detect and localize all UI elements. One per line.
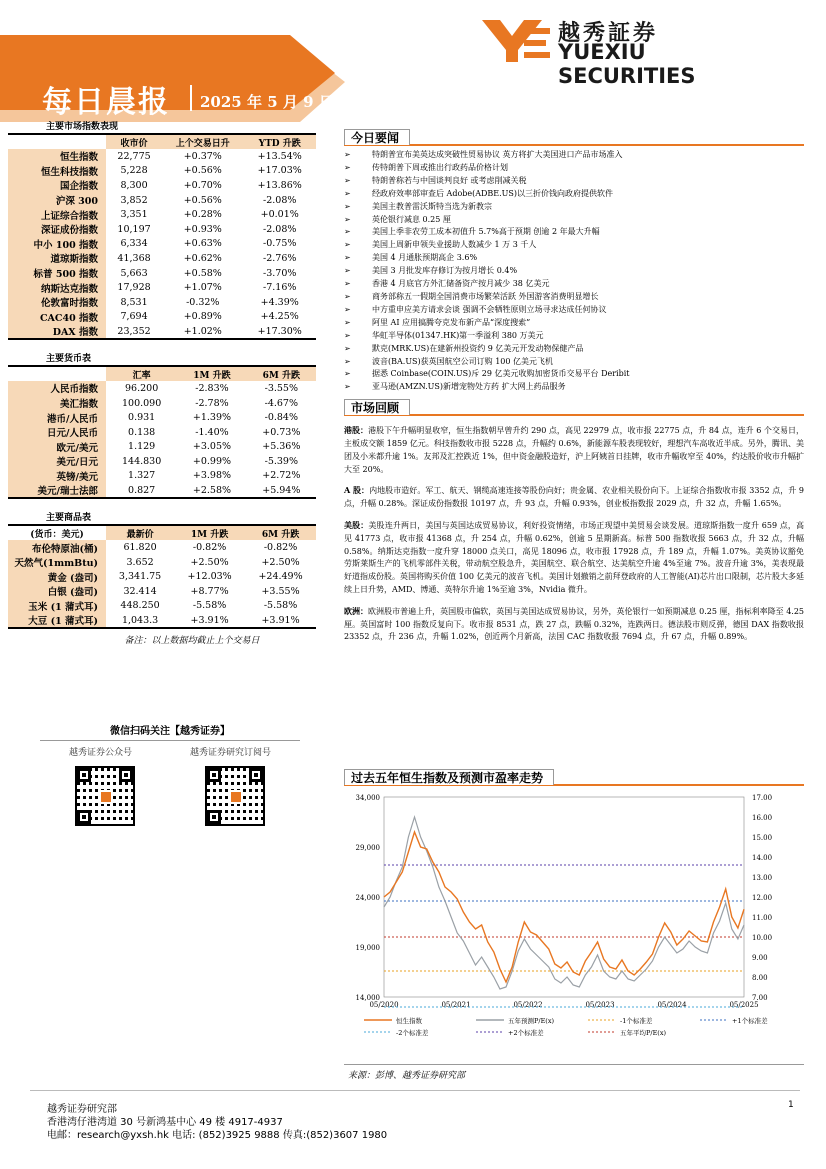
- row-label: 玉米 (1 蒲式耳): [8, 599, 106, 614]
- cell-value: -2.08%: [263, 194, 297, 206]
- y-right-tick: 7.00: [752, 994, 768, 1002]
- market-review-body: [344, 424, 804, 644]
- report-date: 2025 年 5 月 9 日: [200, 93, 334, 111]
- footer-dept: 越秀证券研究部: [47, 1104, 117, 1115]
- cell-value: -2.08%: [263, 223, 297, 235]
- cell-value: +12.03%: [187, 571, 232, 583]
- legend-label: +1个标准差: [732, 1017, 768, 1025]
- cell-value: +0.56%: [183, 194, 222, 206]
- cell-value: +13.86%: [257, 179, 302, 191]
- news-item: ➢ 波音(BA.US)获英国航空公司订购 100 亿美元飞机: [344, 356, 804, 369]
- footer-address: 香港湾仔港湾道 30 号新鸿基中心 49 楼 4917-4937: [47, 1117, 283, 1128]
- cell-value: +0.70%: [183, 179, 222, 191]
- table-row: [8, 149, 316, 164]
- logo-text-en: YUEXIU SECURITIES: [558, 40, 696, 88]
- row-label: 道琼斯指数: [8, 251, 106, 266]
- cell-value: +4.39%: [260, 296, 299, 308]
- table-row: [8, 295, 316, 310]
- left-column: [8, 120, 316, 646]
- row-label: 恒生指数: [8, 149, 106, 164]
- review-paragraph: [344, 605, 804, 644]
- cell-value: 0.931: [128, 412, 156, 424]
- page-title: 每日晨报: [42, 85, 170, 120]
- cell-value: 8,300: [120, 179, 148, 191]
- row-label: 大豆 (1 蒲式耳): [8, 613, 106, 628]
- x-tick: 05/2020: [369, 1001, 399, 1009]
- row-label: 港币/人民币: [8, 410, 106, 425]
- header-cell: YTD 升跌: [243, 135, 316, 149]
- news-item: ➢ 中方重申应美方请求会谈 强调不会牺牲原则立场寻求达成任何协议: [344, 304, 804, 317]
- cell-value: 3.652: [126, 556, 154, 568]
- cell-value: +17.03%: [257, 165, 302, 177]
- y-left-tick: 24,000: [355, 894, 380, 902]
- table-row: [8, 310, 316, 325]
- right-column: [344, 130, 804, 652]
- y-left-tick: 19,000: [355, 944, 380, 952]
- footer-rule: [30, 1090, 800, 1091]
- y-right-tick: 9.00: [752, 954, 768, 962]
- table-row: [8, 222, 316, 237]
- cell-value: +3.05%: [192, 441, 232, 453]
- cell-value: +1.07%: [183, 282, 222, 294]
- cell-value: +8.77%: [190, 585, 229, 597]
- chart-source: 来源：彭博、越秀证券研究部: [344, 1064, 804, 1081]
- table-row: [8, 584, 316, 599]
- legend-label: 五年预测P/E(x): [508, 1017, 555, 1025]
- cell-value: 5,228: [120, 165, 148, 177]
- y-right-tick: 10.00: [752, 934, 773, 942]
- y-right-tick: 17.00: [752, 794, 773, 802]
- cell-value: 0.827: [106, 483, 177, 498]
- row-label: 白银 (盎司): [8, 584, 106, 599]
- row-label: 英镑/美元: [8, 469, 106, 484]
- table-row: [8, 555, 316, 570]
- x-tick: 05/2021: [441, 1001, 471, 1009]
- fx-table: [8, 367, 316, 499]
- row-label: 纳斯达克指数: [8, 280, 106, 295]
- header-banner: [0, 27, 345, 122]
- cell-value: 6,334: [120, 238, 148, 250]
- news-item: ➢ 华虹半导体(01347.HK)第一季溢利 380 万美元: [344, 330, 804, 343]
- review-label: 欧洲：: [344, 605, 369, 616]
- table-row: [8, 280, 316, 295]
- cell-value: 1.327: [128, 470, 156, 482]
- cell-value: 7,694: [120, 311, 148, 323]
- title-divider: [190, 85, 192, 111]
- legend-label: -2个标准差: [396, 1029, 429, 1037]
- chart-header: 过去五年恒生指数及预测市盈率走势: [344, 770, 804, 786]
- wechat-label-official: 越秀证券公众号: [68, 748, 132, 758]
- cell-value: +0.28%: [183, 209, 222, 221]
- cell-value: +13.54%: [257, 150, 302, 162]
- review-text: 港股下午升幅明显收窄，恒生指数朝早曾升约 290 点，高见 22979 点，收市报 22775 点，升 84 点，连升 6 个交易日，主板成交额 1859 亿元。科技指数收市报 5228 点，升幅约 0.6%，新能源车股表现较好，理想汽车高收近半成。另外，腾讯、美团及小米都升逾 1%。友邦及汇控跌近 1%，但中资金融股造好，沪上阿姨首日挂牌，收市升幅收窄至 40%，约达股价收市升幅扩大至 20%。: [344, 426, 805, 474]
- cell-value: +5.94%: [247, 483, 316, 498]
- cell-value: -2.76%: [263, 252, 297, 264]
- table-row: [8, 178, 316, 193]
- cell-value: 0.138: [128, 426, 156, 438]
- header-cell: 汇率: [106, 367, 177, 381]
- row-label: 欧元/美元: [8, 440, 106, 455]
- cell-value: +3.98%: [192, 470, 232, 482]
- cell-value: 100.090: [121, 397, 162, 409]
- cell-value: 5,663: [120, 267, 148, 279]
- cell-value: -3.70%: [263, 267, 297, 279]
- commodity-table: [8, 526, 316, 629]
- wechat-label-research: 越秀证券研究订阅号: [189, 748, 271, 758]
- table-row: [8, 193, 316, 208]
- cell-value: +2.72%: [262, 470, 301, 482]
- footer-contact: 电邮：research@yxsh.hk 电话: (852)3925 9888 传真:(852)3607 1980: [47, 1130, 388, 1141]
- cell-value: -5.58%: [263, 600, 298, 612]
- row-label: 美汇指数: [8, 396, 106, 411]
- header-cell: 最新价: [106, 526, 174, 540]
- review-text: 欧洲股市普遍上升，英国股市偏软，英国与美国达成贸易协议，另外，英伦银行一如预期减息 0.25 厘，指标利率降至 4.25 厘。英国富时 100 指数反复向下。收市报 8531 点，跌 27 点，跌幅 0.32%，连跌两日。德法股市则反弹，德国 DAX 指数收报 23352 点，升 236 点，升幅 1.02%，创近两个月新高，法国 CAC 指数收报 7694 点，升 67 点，升幅 0.89%。: [344, 606, 805, 642]
- row-label: 标普 500 指数: [8, 266, 106, 281]
- news-item: ➢ 据悉 Coinbase(COIN.US)斥 29 亿美元收购加密货币交易平台 Deribit: [344, 368, 804, 381]
- row-label: 日元/人民币: [8, 425, 106, 440]
- cell-value: +1.02%: [162, 324, 243, 339]
- fx-section-title: 主要货币表: [8, 352, 316, 367]
- cell-value: +0.89%: [183, 311, 222, 323]
- cell-value: +2.50%: [261, 556, 300, 568]
- header-cell: 上个交易日升: [162, 135, 243, 149]
- cell-value: -2.83%: [195, 382, 229, 394]
- hsi-series-line: [384, 832, 744, 982]
- yuexiu-logo-icon: [478, 14, 554, 64]
- cell-value: 32.414: [123, 585, 157, 597]
- cell-value: 61.820: [123, 542, 157, 554]
- cell-value: +4.25%: [260, 311, 299, 323]
- cell-value: +0.56%: [183, 165, 222, 177]
- logo-text-cn: 越秀証券: [558, 21, 659, 46]
- cell-value: 23,352: [106, 324, 162, 339]
- header-cell: 6M 升跌: [245, 526, 316, 540]
- row-label: 布伦特原油(桶): [8, 540, 106, 555]
- review-label: 美股：: [344, 520, 369, 530]
- commodity-section-title: 主要商品表: [8, 511, 316, 526]
- news-item: ➢ 美国上季非农劳工成本初值升 5.7%高于预期 创逾 2 年最大升幅: [344, 226, 804, 239]
- row-label: 国企指数: [8, 178, 106, 193]
- news-list: [344, 149, 804, 394]
- cell-value: 8,531: [120, 296, 148, 308]
- cell-value: +5.36%: [262, 441, 301, 453]
- news-item: ➢ 经政府效率部审查后 Adobe(ADBE.US)以三折价钱向政府提供软件: [344, 188, 804, 201]
- cell-value: -0.75%: [263, 238, 297, 250]
- table-row: [8, 266, 316, 281]
- review-paragraph: [344, 484, 804, 511]
- cell-value: +1.39%: [192, 412, 232, 424]
- cell-value: +2.58%: [177, 483, 246, 498]
- row-label: 沪深 300: [8, 193, 106, 208]
- header-cell: [8, 367, 106, 381]
- review-paragraph: [344, 424, 804, 476]
- table-row: [8, 381, 316, 396]
- y-right-tick: 16.00: [752, 814, 773, 822]
- hsi-pe-chart: [344, 789, 804, 1061]
- cell-value: +3.91%: [174, 613, 245, 628]
- market-review-header: 市场回顾: [344, 400, 804, 416]
- cell-value: +0.62%: [183, 252, 222, 264]
- wechat-title: 微信扫码关注【越秀证券】: [40, 722, 300, 741]
- legend-label: 恒生指数: [396, 1017, 422, 1025]
- company-logo: [478, 14, 788, 88]
- cell-value: -0.84%: [264, 412, 298, 424]
- cell-value: -7.16%: [263, 282, 297, 294]
- table-row: [8, 164, 316, 179]
- row-label: 中小 100 指数: [8, 237, 106, 252]
- cell-value: +3.91%: [245, 613, 316, 628]
- legend-label: -1个标准差: [620, 1017, 653, 1025]
- cell-value: 96.200: [125, 382, 159, 394]
- cell-value: +0.99%: [192, 455, 232, 467]
- table-row: [8, 207, 316, 222]
- table-row: [8, 569, 316, 584]
- news-item: ➢ 特朗普宣布美英达成突破性贸易协议 英方将扩大美国进口产品市场准入: [344, 149, 804, 162]
- plot-frame: [384, 797, 744, 997]
- y-right-tick: 13.00: [752, 874, 773, 882]
- news-item: ➢ 商务部称五一假期全国消费市场繁荣活跃 外国游客消费明显增长: [344, 291, 804, 304]
- news-item: ➢ 默克(MRK.US)在建新州投资约 9 亿美元开发动物保健产品: [344, 343, 804, 356]
- today-news-header: 今日要闻: [344, 130, 804, 146]
- cell-value: +17.30%: [243, 324, 316, 339]
- footer: [47, 1103, 387, 1142]
- y-right-tick: 14.00: [752, 854, 773, 862]
- table-row: [8, 251, 316, 266]
- cell-value: 3,341.75: [118, 571, 162, 583]
- news-item: ➢ 亚马逊(AMZN.US)新增宠物处方药 扩大网上药品服务: [344, 381, 804, 394]
- table-row: [8, 454, 316, 469]
- cell-value: 17,928: [117, 282, 151, 294]
- table-row: [8, 324, 316, 339]
- header-cell: [8, 135, 106, 149]
- cell-value: 3,351: [120, 209, 148, 221]
- table-row: [8, 483, 316, 498]
- news-item: ➢ 美国 3 月批发库存修订为按月增长 0.4%: [344, 265, 804, 278]
- y-right-tick: 12.00: [752, 894, 773, 902]
- cell-value: +0.93%: [183, 223, 222, 235]
- news-item: ➢ 英伦银行减息 0.25 厘: [344, 214, 804, 227]
- row-label: DAX 指数: [8, 324, 106, 339]
- cell-value: +0.73%: [262, 426, 301, 438]
- cell-value: +24.49%: [258, 571, 303, 583]
- row-label: 恒生科技指数: [8, 164, 106, 179]
- news-item: ➢ 美国主教普雷沃斯特当选为新教宗: [344, 201, 804, 214]
- x-tick: 05/2025: [729, 1001, 759, 1009]
- cell-value: -1.40%: [195, 426, 229, 438]
- news-item: ➢ 传特朗普下周或推出行政药品价格计划: [344, 162, 804, 175]
- row-label: 上证综合指数: [8, 207, 106, 222]
- cell-value: -5.39%: [264, 455, 298, 467]
- cell-value: +0.37%: [183, 150, 222, 162]
- legend-label: +2个标准差: [508, 1029, 544, 1037]
- cell-value: -0.82%: [192, 542, 227, 554]
- y-right-tick: 8.00: [752, 974, 768, 982]
- news-item: ➢ 特朗普称若与中国谈判良好 或考虑削减关税: [344, 175, 804, 188]
- table-row: [8, 440, 316, 455]
- header-cell: 收市价: [106, 135, 162, 149]
- row-label: 人民币指数: [8, 381, 106, 396]
- index-section-title: 主要市场指数表现: [8, 120, 316, 135]
- header-cell: 1M 升跌: [174, 526, 245, 540]
- review-label: A 股：: [344, 485, 370, 496]
- cell-value: +0.63%: [183, 238, 222, 250]
- y-left-tick: 34,000: [355, 794, 380, 802]
- header-cell: (货币：美元): [8, 526, 106, 540]
- cell-value: 41,368: [117, 252, 151, 264]
- row-label: 天然气(1mmBtu): [8, 555, 106, 570]
- x-tick: 05/2022: [513, 1001, 543, 1009]
- row-label: 深证成份指数: [8, 222, 106, 237]
- table-row: [8, 540, 316, 555]
- page-number: 1: [788, 1100, 794, 1110]
- table-row: [8, 396, 316, 411]
- cell-value: +0.58%: [183, 267, 222, 279]
- cell-value: -0.32%: [186, 296, 220, 308]
- review-text: 美股连升两日，美国与英国达成贸易协议，利好投资情绪，市场正现望中美贸易会谈发展。道琼斯指数一度升 659 点，高见 41773 点，收市报 41368 点，升 254 点，升幅 0.62%，创逾 5 星期新高。标普 500 指数收报 5663 点，升 32 点，升幅 0.58%。纳斯达克指数一度升穿 18000 点关口，高见 18096 点，收市报 17928 点，升 189 点，升幅 1.07%。美英协议豁免劳斯莱斯生产的飞机零部件关税，带动航空股急升，美国航空、联合航空、达美航空升逾 4%至逾 7%。波音升逾 3%，美表现最好道指成份股。英国将购买价值 100 亿美元的波音飞机。美国计划撤销之前拜登政府的人工智能(AI)芯片出口限制，芯片股大多延续上日升势，AMD、博通、英特尔升逾 1%至逾 3%，Nvidia 微升。: [344, 521, 804, 594]
- cell-value: -0.82%: [263, 542, 298, 554]
- wechat-section: [40, 722, 300, 826]
- news-item: ➢ 阿里 AI 应用搞腾夸克发布新产品“深度搜索”: [344, 317, 804, 330]
- table-row: [8, 599, 316, 614]
- y-left-tick: 14,000: [355, 994, 380, 1002]
- review-text: 内地股市造好。军工、航天、钢缆高速连接等股份向好；贵金属、农业相关股份向下。上证综合指数收市报 3352 点，升 9 点，升幅 0.28%。深证成份指数报 10197 点，升 93 点，升幅 0.93%，创业板指数报 2029 点，升 32 点，升幅 1.65%。: [344, 486, 805, 509]
- review-paragraph: [344, 519, 804, 597]
- cell-value: 3,852: [120, 194, 148, 206]
- cell-value: 1,043.3: [106, 613, 174, 628]
- y-left-tick: 29,000: [355, 844, 380, 852]
- cell-value: 22,775: [117, 150, 151, 162]
- review-label: 港股：: [344, 425, 369, 436]
- news-item: ➢ 美国 4 月通胀预期高企 3.6%: [344, 252, 804, 265]
- row-label: 伦敦富时指数: [8, 295, 106, 310]
- table-row: [8, 469, 316, 484]
- table-note: 备注：以上数据均截止上个交易日: [124, 636, 260, 647]
- cell-value: 1.129: [128, 441, 156, 453]
- y-right-tick: 15.00: [752, 834, 773, 842]
- table-row: [8, 237, 316, 252]
- pe-series-line: [384, 817, 744, 989]
- cell-value: -2.78%: [195, 397, 229, 409]
- news-item: ➢ 美国上周新申领失业援助人数减少 1 万 3 千人: [344, 239, 804, 252]
- cell-value: +2.50%: [190, 556, 229, 568]
- qr-code-research[interactable]: [205, 766, 265, 826]
- table-row: [8, 410, 316, 425]
- table-row: [8, 425, 316, 440]
- row-label: CAC40 指数: [8, 310, 106, 325]
- row-label: 美元/日元: [8, 454, 106, 469]
- cell-value: -3.55%: [264, 382, 298, 394]
- cell-value: 448.250: [120, 600, 160, 612]
- cell-value: -4.67%: [264, 397, 298, 409]
- row-label: 美元/瑞士法郎: [8, 483, 106, 498]
- header-cell: 6M 升跌: [247, 367, 316, 381]
- header-cell: 1M 升跌: [177, 367, 246, 381]
- cell-value: +3.55%: [261, 585, 300, 597]
- table-row: [8, 613, 316, 628]
- cell-value: +0.01%: [260, 209, 299, 221]
- x-tick: 05/2024: [657, 1001, 687, 1009]
- y-right-tick: 11.00: [752, 914, 773, 922]
- row-label: 黄金 (盎司): [8, 569, 106, 584]
- legend-label: 五年平均P/E(x): [620, 1029, 667, 1037]
- qr-code-official[interactable]: [75, 766, 135, 826]
- news-item: ➢ 香港 4 月底官方外汇储备资产按月减少 38 亿美元: [344, 278, 804, 291]
- cell-value: -5.58%: [192, 600, 227, 612]
- cell-value: 144.830: [121, 455, 162, 467]
- chart-section: [344, 770, 804, 1081]
- x-tick: 05/2023: [585, 1001, 615, 1009]
- index-table: [8, 135, 316, 340]
- cell-value: 10,197: [117, 223, 151, 235]
